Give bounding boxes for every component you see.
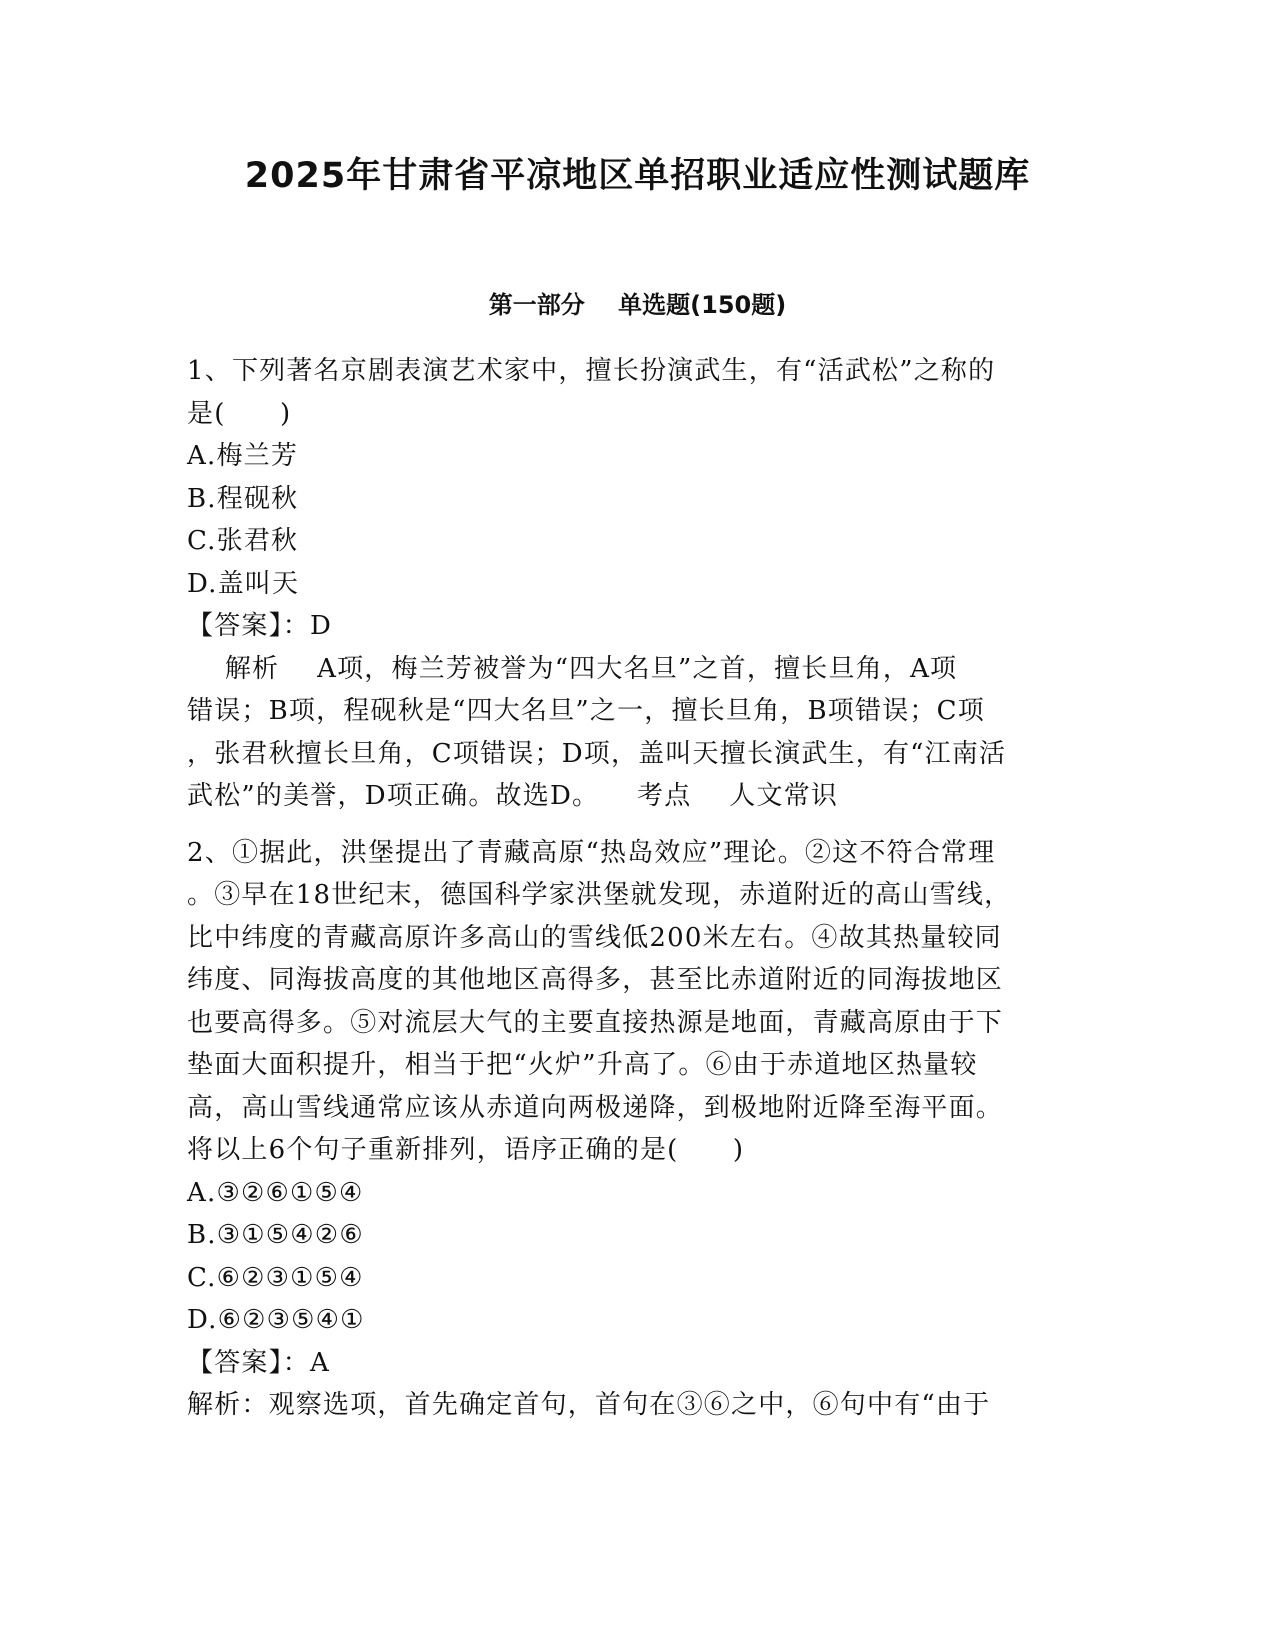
option-d: D.盖叫天 [187, 568, 300, 599]
analysis-line: ，张君秋擅长旦角，C项错误；D项，盖叫天擅长演武生，有“江南活 [187, 738, 1007, 769]
analysis-line: 错误；B项，程砚秋是“四大名旦”之一，擅长旦角，B项错误；C项 [187, 696, 985, 726]
question-stem-line: 1、下列著名京剧表演艺术家中，擅长扮演武生，有“活武松”之称的 [187, 356, 996, 386]
question-stem-line: 高，高山雪线通常应该从赤道向两极递降，到极地附近降至海平面。 [187, 1092, 1004, 1123]
analysis-line: 解析 A项，梅兰芳被誉为“四大名旦”之首，擅长旦角，A项 [187, 653, 958, 684]
option-c: C.张君秋 [187, 526, 299, 556]
question-stem-line: 是( ) [187, 398, 292, 429]
question-2 [187, 832, 1087, 1427]
question-spacer [187, 818, 1087, 832]
analysis-line: 武松”的美誉，D项正确。故选D。 考点 人文常识 [187, 781, 839, 811]
question-stem-line: 纬度、同海拔高度的其他地区高得多，甚至比赤道附近的同海拔地区 [187, 965, 1004, 995]
question-stem-line: 垫面大面积提升，相当于把“火炉”升高了。⑥由于赤道地区热量较 [187, 1050, 978, 1080]
option-b: B.③①⑤④②⑥ [187, 1220, 364, 1250]
question-1 [187, 350, 1087, 818]
option-b: B.程砚秋 [187, 483, 299, 514]
answer-line: 【答案】：A [187, 1347, 330, 1378]
question-stem-line: 。③早在18世纪末，德国科学家洪堡就发现，赤道附近的高山雪线， [187, 880, 1012, 910]
question-stem-line: 2、①据此，洪堡提出了青藏高原“热岛效应”理论。②这不符合常理 [187, 837, 996, 868]
question-stem-line: 将以上6个句子重新排列，语序正确的是( ) [187, 1135, 745, 1165]
option-a: A.梅兰芳 [187, 441, 299, 471]
answer-line: 【答案】：D [187, 611, 333, 641]
question-list [187, 350, 1087, 1427]
section-title: 第一部分 单选题(150题) [488, 291, 787, 319]
option-c: C.⑥②③①⑤④ [187, 1262, 364, 1293]
document-title: 2025年甘肃省平凉地区单招职业适应性测试题库 [244, 156, 1031, 196]
option-d: D.⑥②③⑤④① [187, 1305, 365, 1335]
question-stem-line: 也要高得多。⑤对流层大气的主要直接热源是地面，青藏高原由于下 [187, 1007, 1004, 1038]
option-a: A.③②⑥①⑤④ [187, 1177, 364, 1208]
analysis-line: 解析：观察选项，首先确定首句，首句在③⑥之中，⑥句中有“由于 [187, 1390, 991, 1420]
question-stem-line: 比中纬度的青藏高原许多高山的雪线低200米左右。④故其热量较同 [187, 922, 1002, 953]
